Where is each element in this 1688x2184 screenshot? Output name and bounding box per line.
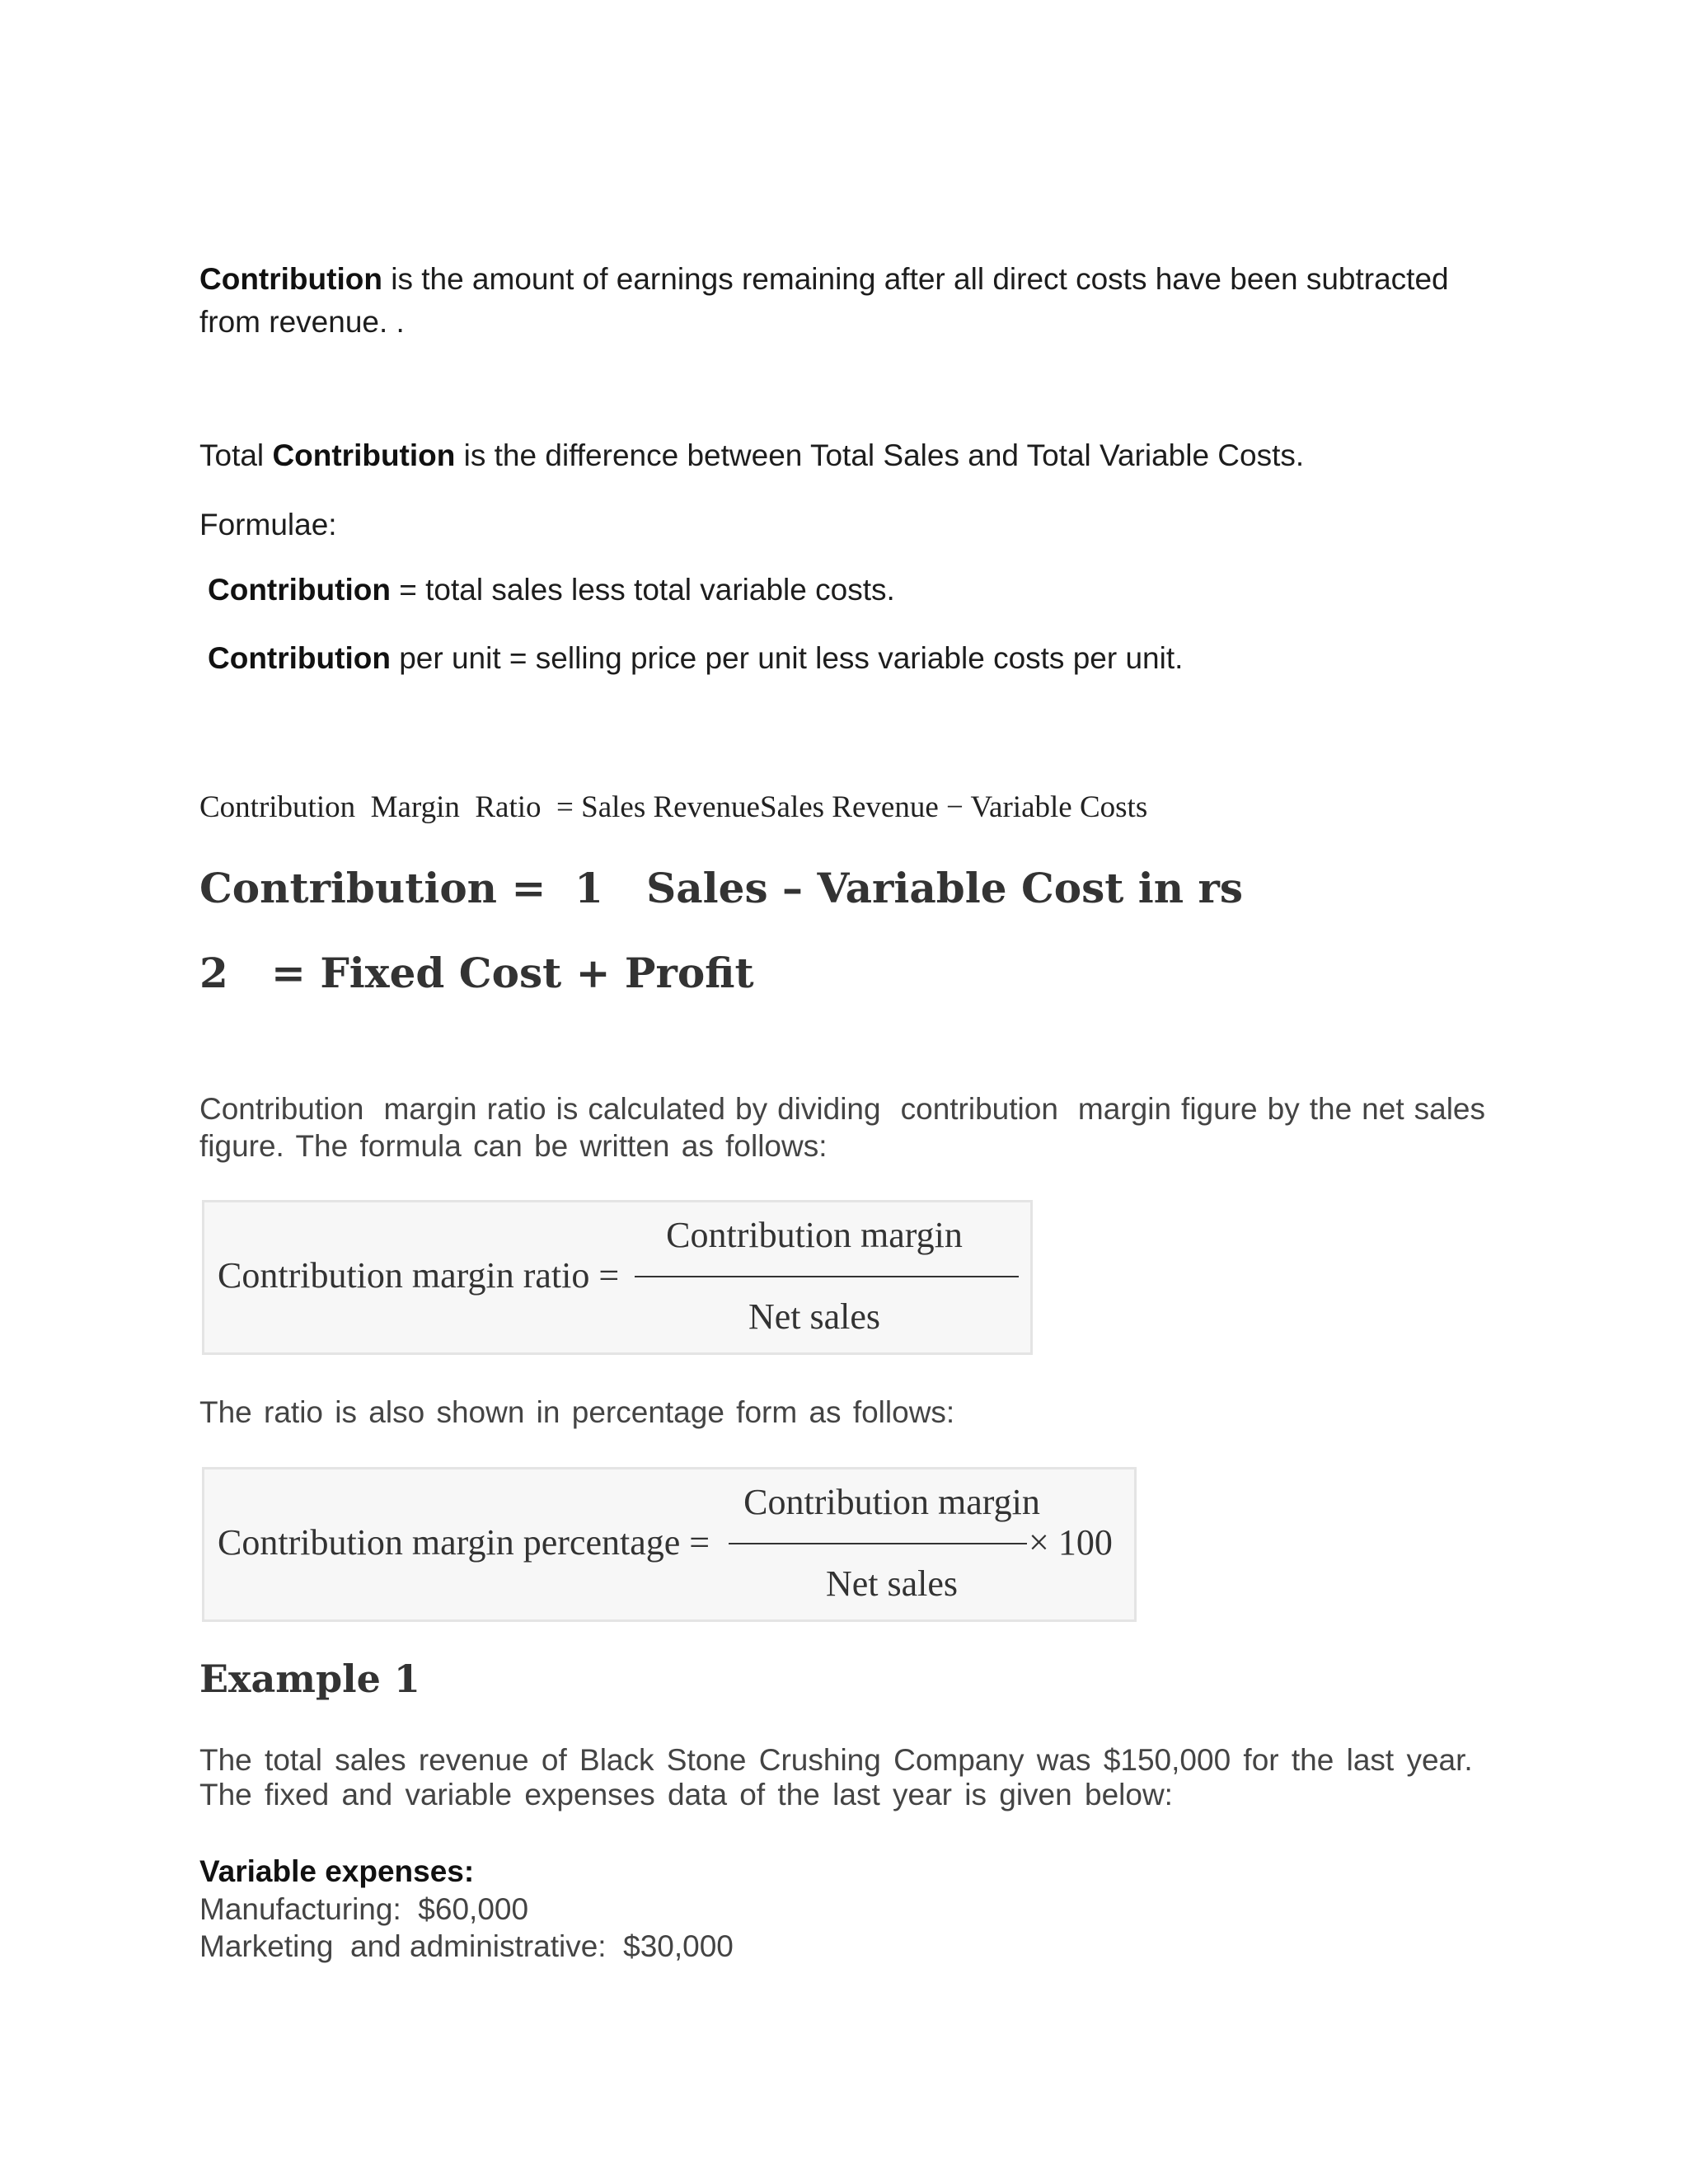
ratio-formula-lhs: Contribution margin ratio =: [218, 1255, 620, 1296]
ratio-formula-box: [202, 1200, 1033, 1355]
expense-item: Marketing and administrative: $30,000: [199, 1929, 734, 1963]
cm-ratio-line: Contribution Margin Ratio = Sales RevenueSales Revenue − Variable Costs: [199, 790, 1148, 824]
percentage-intro: The ratio is also shown in percentage form as follows:: [199, 1395, 955, 1429]
explanation-line-1: Contribution margin ratio is calculated by dividing contribution margin figure by the net sales: [199, 1092, 1485, 1126]
variable-expenses-heading: [199, 1854, 474, 1889]
explanation-line-2: figure. The formula can be written as follows:: [199, 1129, 828, 1163]
formula-1-rest: = total sales less total variable costs.: [390, 573, 895, 607]
total-contribution-line: [199, 438, 1304, 473]
total-suffix: is the difference between Total Sales and Total Variable Costs.: [455, 438, 1305, 472]
variable-expenses-title: Variable expenses:: [199, 1854, 475, 1888]
ratio-formula-denominator: Net sales: [748, 1296, 881, 1337]
percentage-formula-box: [202, 1467, 1137, 1622]
total-prefix: Total: [199, 438, 273, 472]
example-line-1: The total sales revenue of Black Stone Crushing Company was $150,000 for the last year.: [199, 1743, 1473, 1777]
formula-1: [208, 573, 895, 607]
percentage-formula-multiplier: × 100: [1029, 1522, 1113, 1563]
formula-2: [208, 641, 1183, 676]
intro-line-1: [199, 262, 1449, 297]
percentage-formula-lhs: Contribution margin percentage =: [218, 1522, 710, 1563]
big-formula-2: 2 = Fixed Cost + Profit: [199, 949, 754, 997]
percentage-fraction-bar: [729, 1543, 1027, 1544]
intro-term: Contribution: [199, 262, 382, 296]
ratio-fraction-bar: [635, 1276, 1019, 1277]
formula-1-term: Contribution: [208, 573, 391, 607]
expense-item: Manufacturing: $60,000: [199, 1892, 529, 1926]
formula-2-rest: per unit = selling price per unit less variable costs per unit.: [390, 641, 1184, 675]
example-heading: Example 1: [199, 1657, 420, 1701]
percentage-formula-denominator: Net sales: [825, 1563, 959, 1604]
ratio-formula-numerator: Contribution margin: [666, 1215, 963, 1255]
big-formula-1: Contribution = 1 Sales – Variable Cost in rs: [199, 864, 1243, 912]
percentage-formula-numerator: Contribution margin: [743, 1482, 1040, 1522]
intro-line-2: from revenue. .: [199, 305, 405, 339]
total-term: Contribution: [272, 438, 456, 472]
intro-definition: is the amount of earnings remaining after all direct costs have been subtracted: [382, 262, 1449, 296]
example-line-2: The fixed and variable expenses data of the last year is given below:: [199, 1778, 1173, 1811]
formula-2-term: Contribution: [208, 641, 391, 675]
formulae-label: Formulae:: [199, 508, 337, 541]
